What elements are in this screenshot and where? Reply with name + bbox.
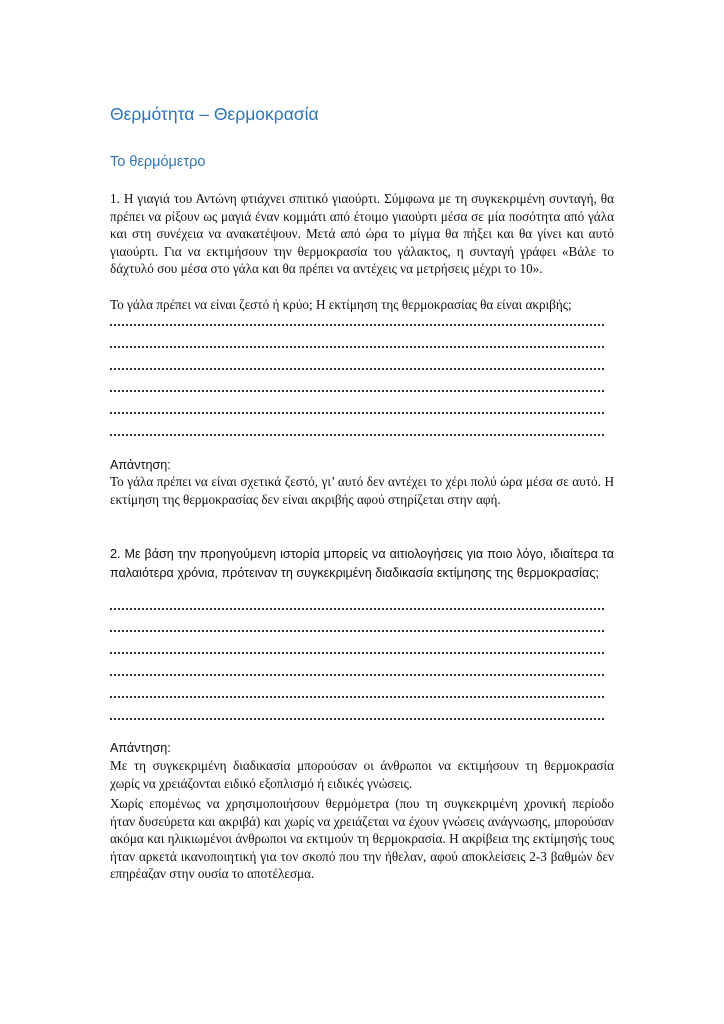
question-1-prompt: Το γάλα πρέπει να είναι ζεστό ή κρύο; Η εκτίμηση της θερμοκρασίας θα είναι ακριβής; [110,297,572,312]
answer-line [110,707,604,720]
answer-line [110,663,604,676]
document-title: Θερμότητα – Θερμοκρασία [110,104,319,124]
answer-1-label: Απάντηση: [110,458,171,472]
question-1-text: 1. Η γιαγιά του Αντώνη φτιάχνει σπιτικό γιαούρτι. Σύμφωνα με τη συγκεκριμένη συνταγή, θα πρέπει να ρίξουν ως μαγιά έναν κομμάτι από έτοιμο γιαούρτι μέσα σε μία ποσότητα από γάλα και στη συνέχεια να ανακατέψουν. Μετά από ώρα το μίγμα θα πήξει και θα γίνει και αυτό γιαούρτι. Για να εκτιμήσουν την θερμοκρασία του γάλακτος, η συνταγή γράφει «Βάλε το δάχτυλό σου μέσα στο γάλα και θα πρέπει να αντέχεις να μετρήσεις μέχρι το 10». [110,191,614,277]
answer-line [110,641,604,654]
answer-1-text: Το γάλα πρέπει να είναι σχετικά ζεστό, γι’ αυτό δεν αντέχει το χέρι πολύ ώρα μέσα σε αυτό. Η εκτίμηση της θερμοκρασίας δεν είναι ακριβής αφού στηρίζεται στην αφή. [110,474,614,507]
question-2-text: 2. Με βάση την προηγούμενη ιστορία μπορείς να αιτιολογήσεις για ποιο λόγο, ιδιαίτερα τα παλαιότερα χρόνια, πρότειναν τη συγκεκριμένη διαδικασία εκτίμησης της θερμοκρασίας; [110,547,614,580]
answer-line [110,597,604,610]
answer-2-label: Απάντηση: [110,741,171,755]
answer-line [110,379,604,392]
answer-2-paragraph-1: Με τη συγκεκριμένη διαδικασία μπορούσαν οι άνθρωποι να εκτιμήσουν τη θερμοκρασία χωρίς να χρειάζονται ειδικό εξοπλισμό ή ειδικές γνώσεις. [110,758,614,791]
answer-line [110,357,604,370]
answer-line [110,423,604,436]
answer-line [110,313,604,326]
answer-line [110,335,604,348]
answer-line [110,685,604,698]
section-subtitle: Το θερμόμετρο [110,154,206,170]
answer-line [110,619,604,632]
answer-2-paragraph-2: Χωρίς επομένως να χρησιμοποιήσουν θερμόμετρα (που τη συγκεκριμένη χρονική περίοδο ήταν δυσεύρετα και ακριβά) και χωρίς να χρειάζεται να έχουν γνώσεις ανάγνωσης, μπορούσαν ακόμα και ηλικιωμένοι άνθρωποι να εκτιμούν τη θερμοκρασία. Η ακρίβεια της εκτίμησής τους ήταν αρκετά ικανοποιητική για τον σκοπό που την ήθελαν, αφού αποκλείσεις 2-3 βαθμών δεν επηρέαζαν στην ουσία το αποτέλεσμα. [110,796,614,882]
answer-line [110,401,604,414]
